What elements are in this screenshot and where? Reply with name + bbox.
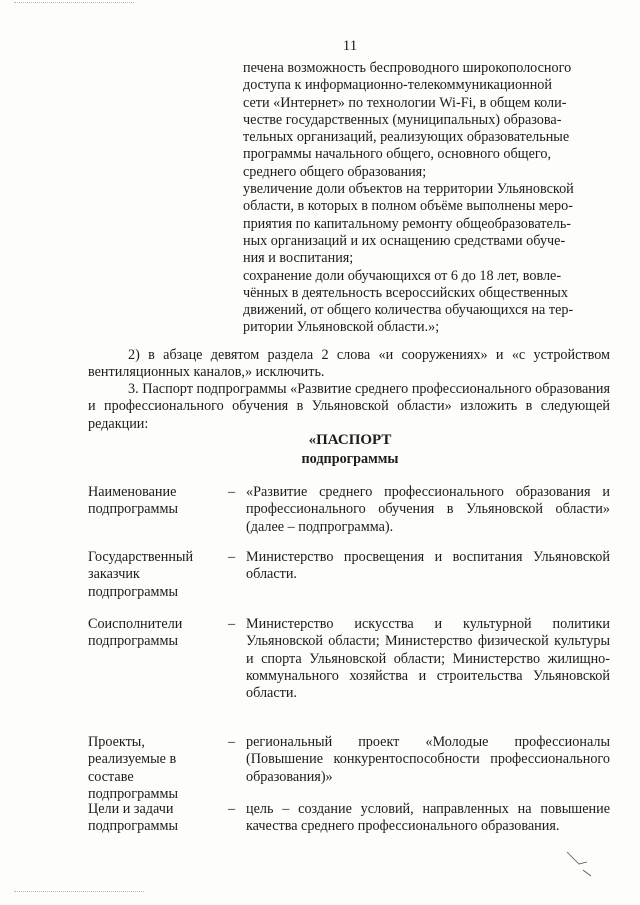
row-value: региональный проект «Молодые профессионалы (Повышение конкурентоспособности профессионального образования)» — [246, 734, 610, 785]
text-line: чённых в деятельность всероссийских общественных — [243, 284, 568, 301]
text-line: ных организаций и их оснащению средствами обуче- — [243, 232, 566, 249]
text-line: ния и воспитания; — [243, 250, 354, 267]
row-dash: – — [228, 549, 236, 565]
row-dash: – — [228, 616, 236, 632]
passport-subtitle: подпрограммы — [301, 451, 399, 467]
text-line: тельных организаций, реализующих образовательные — [243, 129, 570, 146]
scan-artifact-bottom — [14, 891, 144, 896]
text-line: доступа к информационно-телекоммуникационной — [243, 77, 552, 94]
row-value: цель – создание условий, направленных на повышение качества среднего профессионального образования. — [246, 801, 610, 835]
paragraph-2: 2) в абзаце девятом раздела 2 слова «и сооружениях» и «с устройством вентиляционных каналов,» исключить. — [88, 347, 610, 381]
row-value: «Развитие среднего профессионального образования и профессионального обучения в Ульяновской области» (далее – подпрограмма). — [246, 484, 610, 535]
text-line: ритории Ульяновской области.»; — [243, 319, 440, 336]
text-line: сохранение доли обучающихся от 6 до 18 лет, вовле- — [243, 267, 562, 284]
text-line: приятия по капитальному ремонту общеобразователь- — [243, 215, 572, 232]
text-line: печена возможность беспроводного широкополосного — [243, 60, 572, 76]
text-line: области, в которых в полном объёме выполнены меро- — [243, 198, 573, 215]
paragraph-3: 3. Паспорт подпрограммы «Развитие среднего профессионального образования и профессионального обучения в Ульяновской области» изложить в следующей редакции: — [88, 381, 610, 432]
row-label: Проекты, реализуемые в составе подпрограммы — [88, 734, 178, 802]
row-value: Министерство просвещения и воспитания Ульяновской области. — [246, 549, 610, 583]
row-dash: – — [228, 484, 236, 500]
page-number: 11 — [342, 38, 358, 54]
text-line: движений, от общего количества обучающихся на тер- — [243, 302, 574, 319]
text-line: увеличение доли объектов на территории Ульяновской — [243, 181, 574, 198]
row-label: Государственный заказчик подпрограммы — [88, 549, 194, 600]
row-dash: – — [228, 734, 236, 750]
text-line: сети «Интернет» по технологии Wi-Fi, в общем коли- — [243, 94, 567, 111]
row-value: Министерство искусства и культурной политики Ульяновской области; Министерство физической культуры и спорта Ульяновской области; Министерство жилищно-коммунального хозяйства и строительства Ульяновской области. — [246, 616, 610, 702]
scan-artifact-top — [14, 2, 134, 7]
row-label: Соисполнители подпрограммы — [88, 616, 183, 650]
row-label: Цели и задачи подпрограммы — [88, 801, 178, 835]
row-label: Наименование подпрограммы — [88, 484, 178, 518]
text-line: честве государственных (муниципальных) образова- — [243, 111, 562, 128]
passport-title: «ПАСПОРТ — [308, 432, 392, 448]
text-line: программы начального общего, основного общего, — [243, 146, 551, 163]
row-dash: – — [228, 801, 236, 817]
continued-text-block — [243, 60, 610, 337]
scan-mark-icon — [565, 848, 595, 878]
text-line: среднего общего образования; — [243, 163, 427, 180]
